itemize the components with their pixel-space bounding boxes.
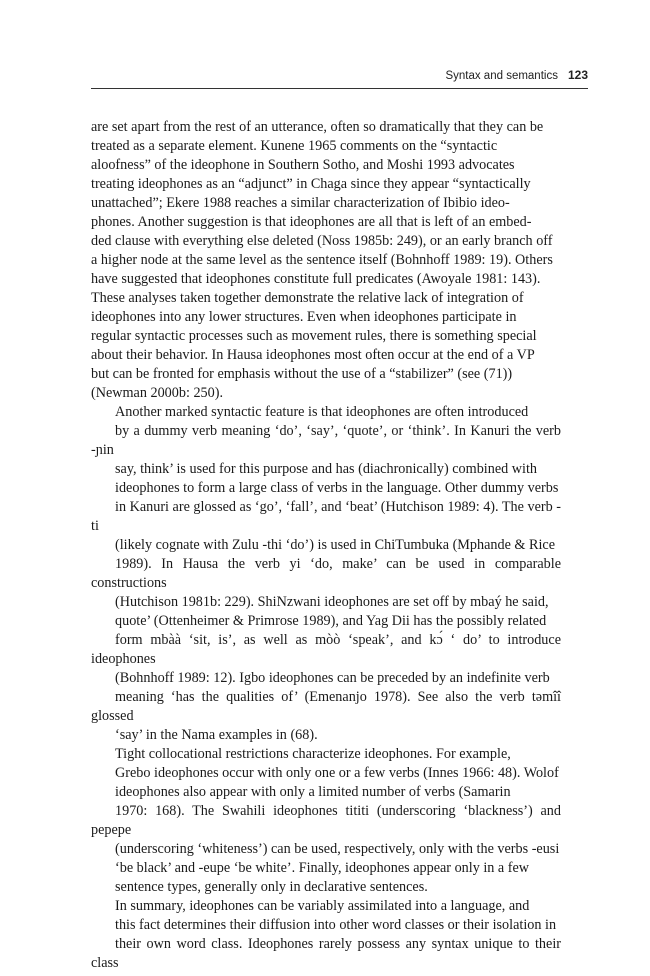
page-number: 123 — [567, 68, 588, 82]
text-line: treated as a separate element. Kunene 1965 comments on the “syntactic — [91, 138, 498, 154]
text-line: regular syntactic processes such as movement rules, there is something special — [91, 328, 537, 344]
text-line: phones. Another suggestion is that ideophones are all that is left of an embed- — [91, 214, 532, 230]
text-line: meaning ‘has the qualities of’ (Emenanjo 1978). See also the verb təmîî glossed — [91, 689, 561, 724]
text-line: ideophones also appear with only a limited number of verbs (Samarin — [115, 784, 511, 800]
text-line: These analyses taken together demonstrate the relative lack of integration of — [91, 290, 524, 306]
text-line: Another marked syntactic feature is that ideophones are often introduced — [115, 404, 529, 420]
text-line: ideophones into any lower structures. Even when ideophones participate in — [91, 309, 517, 325]
paragraph-2 — [91, 403, 561, 745]
text-line: ‘say’ in the Nama examples in (68). — [115, 727, 318, 743]
text-line: (Bohnhoff 1989: 12). Igbo ideophones can be preceded by an indefinite verb — [115, 670, 550, 686]
text-line: sentence types, generally only in declarative sentences. — [115, 879, 428, 895]
text-line: by a dummy verb meaning ‘do’, ‘say’, ‘quote’, or ‘think’. In Kanuri the verb -ɲin — [91, 423, 561, 458]
text-line: (Newman 2000b: 250). — [91, 385, 223, 401]
text-line: (Hutchison 1981b: 229). ShiNzwani ideophones are set off by mbaý he said, — [115, 594, 549, 610]
running-head — [91, 68, 588, 82]
text-line: but can be fronted for emphasis without the use of a “stabilizer” (see (71)) — [91, 366, 513, 382]
text-line: 1989). In Hausa the verb yi ‘do, make’ can be used in comparable constructions — [91, 556, 561, 591]
paragraph-1 — [91, 118, 561, 403]
text-line: this fact determines their diffusion into other word classes or their isolation in — [115, 917, 557, 933]
text-line: a higher node at the same level as the sentence itself (Bohnhoff 1989: 19). Others — [91, 252, 553, 268]
text-line: unattached”; Ekere 1988 reaches a similar characterization of Ibibio ideo- — [91, 195, 510, 211]
header-rule — [91, 88, 588, 89]
text-line: (likely cognate with Zulu -thi ‘do’) is used in ChiTumbuka (Mphande & Rice — [115, 537, 556, 553]
text-line: ideophones to form a large class of verbs in the language. Other dummy verbs — [115, 480, 559, 496]
text-line: in Kanuri are glossed as ‘go’, ‘fall’, and ‘beat’ (Hutchison 1989: 4). The verb -ti — [91, 499, 561, 534]
text-line: their own word class. Ideophones rarely possess any syntax unique to their class — [91, 936, 561, 971]
text-line: 1970: 168). The Swahili ideophones tititi (underscoring ‘blackness’) and pepepe — [91, 803, 561, 838]
text-line: (underscoring ‘whiteness’) can be used, respectively, only with the verbs -eusi — [115, 841, 560, 857]
text-line: say, think’ is used for this purpose and has (diachronically) combined with — [115, 461, 537, 477]
section-title: Syntax and semantics — [445, 70, 558, 82]
text-line: In summary, ideophones can be variably assimilated into a language, and — [115, 898, 530, 914]
text-line: aloofness” of the ideophone in Southern Sotho, and Moshi 1993 advocates — [91, 157, 515, 173]
text-line: have suggested that ideophones constitute full predicates (Awoyale 1981: 143). — [91, 271, 541, 287]
paragraph-4 — [91, 897, 561, 973]
text-line: about their behavior. In Hausa ideophones most often occur at the end of a VP — [91, 347, 535, 363]
text-line: ‘be black’ and -eupe ‘be white’. Finally, ideophones appear only in a few — [115, 860, 530, 876]
paragraph-3 — [91, 745, 561, 897]
text-line: ded clause with everything else deleted (Noss 1985b: 249), or an early branch off — [91, 233, 553, 249]
text-line: Tight collocational restrictions characterize ideophones. For example, — [115, 746, 511, 762]
text-line: quote’ (Ottenheimer & Primrose 1989), and Yag Dii has the possibly related — [115, 613, 547, 629]
body-text — [91, 118, 561, 973]
text-line: form mbàà ‘sit, is’, as well as mòò ‘speak’, and kɔ́ ‘ do’ to introduce ideophones — [91, 632, 561, 667]
text-line: treating ideophones as an “adjunct” in Chaga since they appear “syntactically — [91, 176, 531, 192]
text-line: are set apart from the rest of an utterance, often so dramatically that they can be — [91, 119, 544, 135]
text-line: Grebo ideophones occur with only one or a few verbs (Innes 1966: 48). Wolof — [115, 765, 559, 781]
